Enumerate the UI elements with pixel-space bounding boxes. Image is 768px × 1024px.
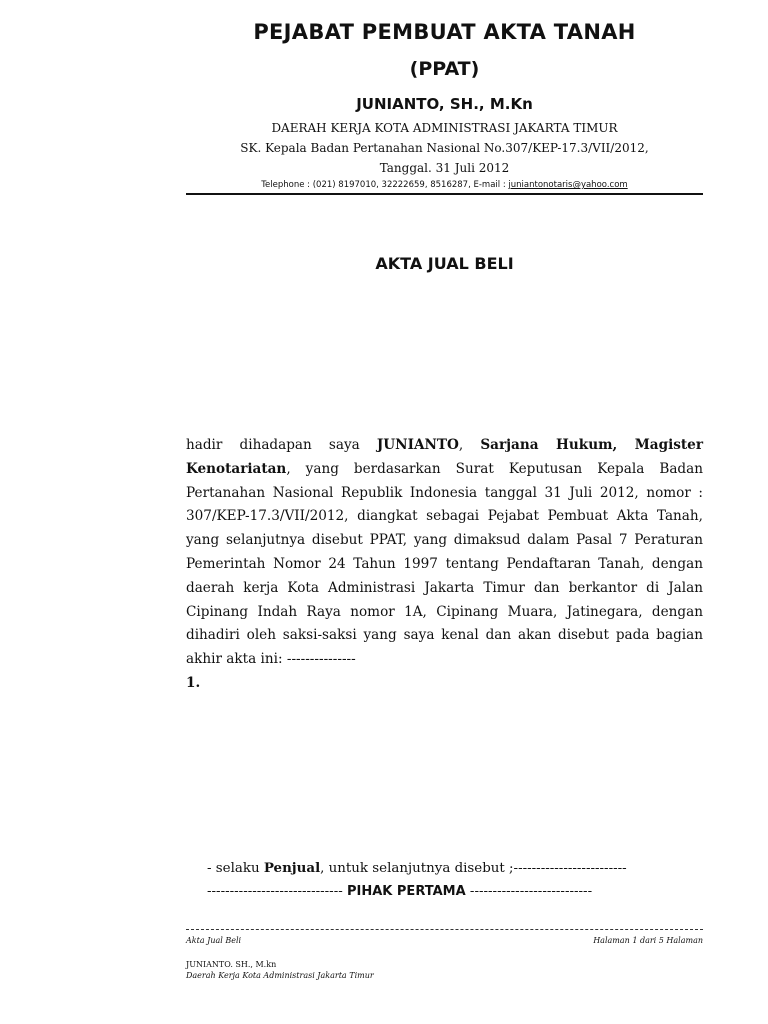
contact-phone: Telephone : (021) 8197010, 32222659, 8516287, E-mail : [261, 180, 509, 190]
body-bold-title: Sarjana Hukum, Magister Kenotariatan [186, 437, 703, 477]
first-party-dashes-right: --------------------------- [465, 884, 593, 899]
decree-line: SK. Kepala Badan Pertanahan Nasional No.307/KEP-17.3/VII/2012, [240, 141, 649, 155]
contact-line [186, 180, 703, 190]
decree-date-line: Tanggal. 31 Juli 2012 [379, 161, 510, 175]
footer-work-area: Daerah Kerja Kota Administrasi Jakarta Timur [186, 971, 374, 980]
body-bold-notary: JUNIANTO [376, 437, 459, 453]
body-item-number: 1. [186, 674, 201, 691]
letterhead-subtitle: (PPAT) [409, 58, 480, 80]
footer-notary-name: JUNIANTO. SH., M.kn [186, 960, 277, 969]
document-title: AKTA JUAL BELI [375, 254, 514, 273]
footer-page-info: Halaman 1 dari 5 Halaman [593, 936, 703, 945]
first-party-label: PIHAK PERTAMA [347, 884, 466, 899]
body-text-segment: hadir dihadapan saya [186, 437, 377, 453]
seller-role-line [207, 860, 627, 876]
seller-role-label: Penjual [263, 860, 321, 876]
seller-role-prefix: - selaku [207, 861, 264, 876]
deed-opening-paragraph [186, 434, 703, 696]
body-text-segment: , [458, 437, 481, 453]
first-party-dashes-left: ------------------------------ [207, 884, 347, 899]
seller-role-suffix: , untuk selanjutnya disebut ;------------------------- [320, 861, 627, 876]
first-party-line [207, 884, 592, 899]
footer-document-name: Akta Jual Beli [186, 936, 242, 945]
work-area-line: DAERAH KERJA KOTA ADMINISTRASI JAKARTA TIMUR [271, 121, 618, 135]
letterhead-divider [186, 193, 703, 195]
notary-name: JUNIANTO, SH., M.Kn [356, 95, 533, 113]
contact-email-link[interactable]: juniantonotaris@yahoo.com [508, 180, 628, 190]
letterhead-title: PEJABAT PEMBUAT AKTA TANAH [253, 20, 636, 44]
body-text-segment: , yang berdasarkan Surat Keputusan Kepala Badan Pertanahan Nasional Republik Indonesia tanggal 31 Juli 2012, nomor : 307/KEP-17.3/VII/2012, diangkat sebagai Pejabat Pembuat Akta Tanah, yang selanjutnya disebut PPAT, yang dimaksud dalam Pasal 7 Peraturan Pemerintah Nomor 24 Tahun 1997 tentang Pendaftaran Tanah, dengan daerah kerja Kota Administrasi Jakarta Timur dan berkantor di Jalan Cipinang Indah Raya nomor 1A, Cipinang Muara, Jatinegara, dengan dihadiri oleh saksi-saksi yang saya kenal dan akan disebut pada bagian akhir akta ini: --------------- [186, 460, 703, 668]
footer-divider [186, 929, 703, 930]
